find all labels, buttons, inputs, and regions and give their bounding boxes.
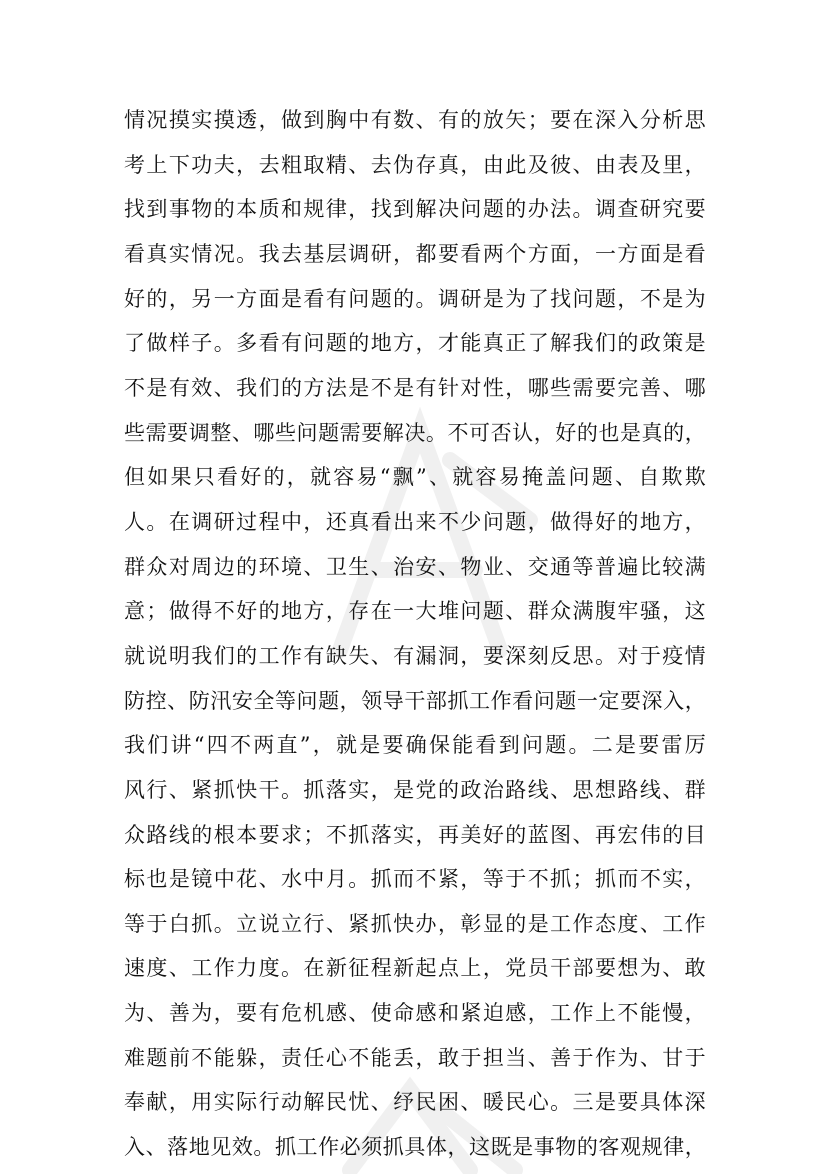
text-line: 风行、紧抓快干。抓落实，是党的政治路线、思想路线、群 [124, 777, 706, 802]
text-line: 考上下功夫，去粗取精、去伪存真，由此及彼、由表及里， [124, 152, 706, 177]
text-line: 标也是镜中花、水中月。抓而不紧，等于不抓；抓而不实， [124, 867, 706, 892]
text-line: 防控、防汛安全等问题，领导干部抓工作看问题一定要深入， [124, 688, 706, 713]
text-line: 众路线的根本要求；不抓落实，再美好的蓝图、再宏伟的目 [124, 822, 706, 847]
text-line: 群众对周边的环境、卫生、治安、物业、交通等普遍比较满 [124, 554, 706, 579]
text-line: 难题前不能躲，责任心不能丢，敢于担当、善于作为、甘于 [124, 1045, 706, 1070]
text-line: 奉献，用实际行动解民忧、纾民困、暖民心。三是要具体深 [124, 1090, 706, 1115]
text-line: 为、善为，要有危机感、使命感和紧迫感，工作上不能慢， [124, 1001, 706, 1026]
text-line: 速度、工作力度。在新征程新起点上，党员干部要想为、敢 [124, 956, 706, 981]
text-line: 找到事物的本质和规律，找到解决问题的办法。调查研究要 [124, 197, 706, 222]
text-line: 些需要调整、哪些问题需要解决。不可否认，好的也是真的， [124, 420, 706, 445]
text-line: 等于白抓。立说立行、紧抓快办，彰显的是工作态度、工作 [124, 911, 706, 936]
text-line: 入、落地见效。抓工作必须抓具体，这既是事物的客观规律， [124, 1135, 706, 1160]
text-line: 了做样子。多看有问题的地方，才能真正了解我们的政策是 [124, 331, 706, 356]
text-line: 看真实情况。我去基层调研，都要看两个方面，一方面是看 [124, 241, 706, 266]
text-line: 但如果只看好的，就容易“飘”、就容易掩盖问题、自欺欺 [124, 465, 706, 490]
text-line: 人。在调研过程中，还真看出来不少问题，做得好的地方， [124, 509, 706, 534]
body-text [124, 98, 706, 1170]
text-line: 不是有效、我们的方法是不是有针对性，哪些需要完善、哪 [124, 375, 706, 400]
text-line: 好的，另一方面是看有问题的。调研是为了找问题，不是为 [124, 286, 706, 311]
text-line: 我们讲“四不两直”，就是要确保能看到问题。二是要雷厉 [124, 733, 706, 758]
text-line: 意；做得不好的地方，存在一大堆问题、群众满腹牢骚，这 [124, 599, 706, 624]
text-line: 情况摸实摸透，做到胸中有数、有的放矢；要在深入分析思 [124, 108, 706, 132]
text-line: 就说明我们的工作有缺失、有漏洞，要深刻反思。对于疫情 [124, 643, 706, 668]
